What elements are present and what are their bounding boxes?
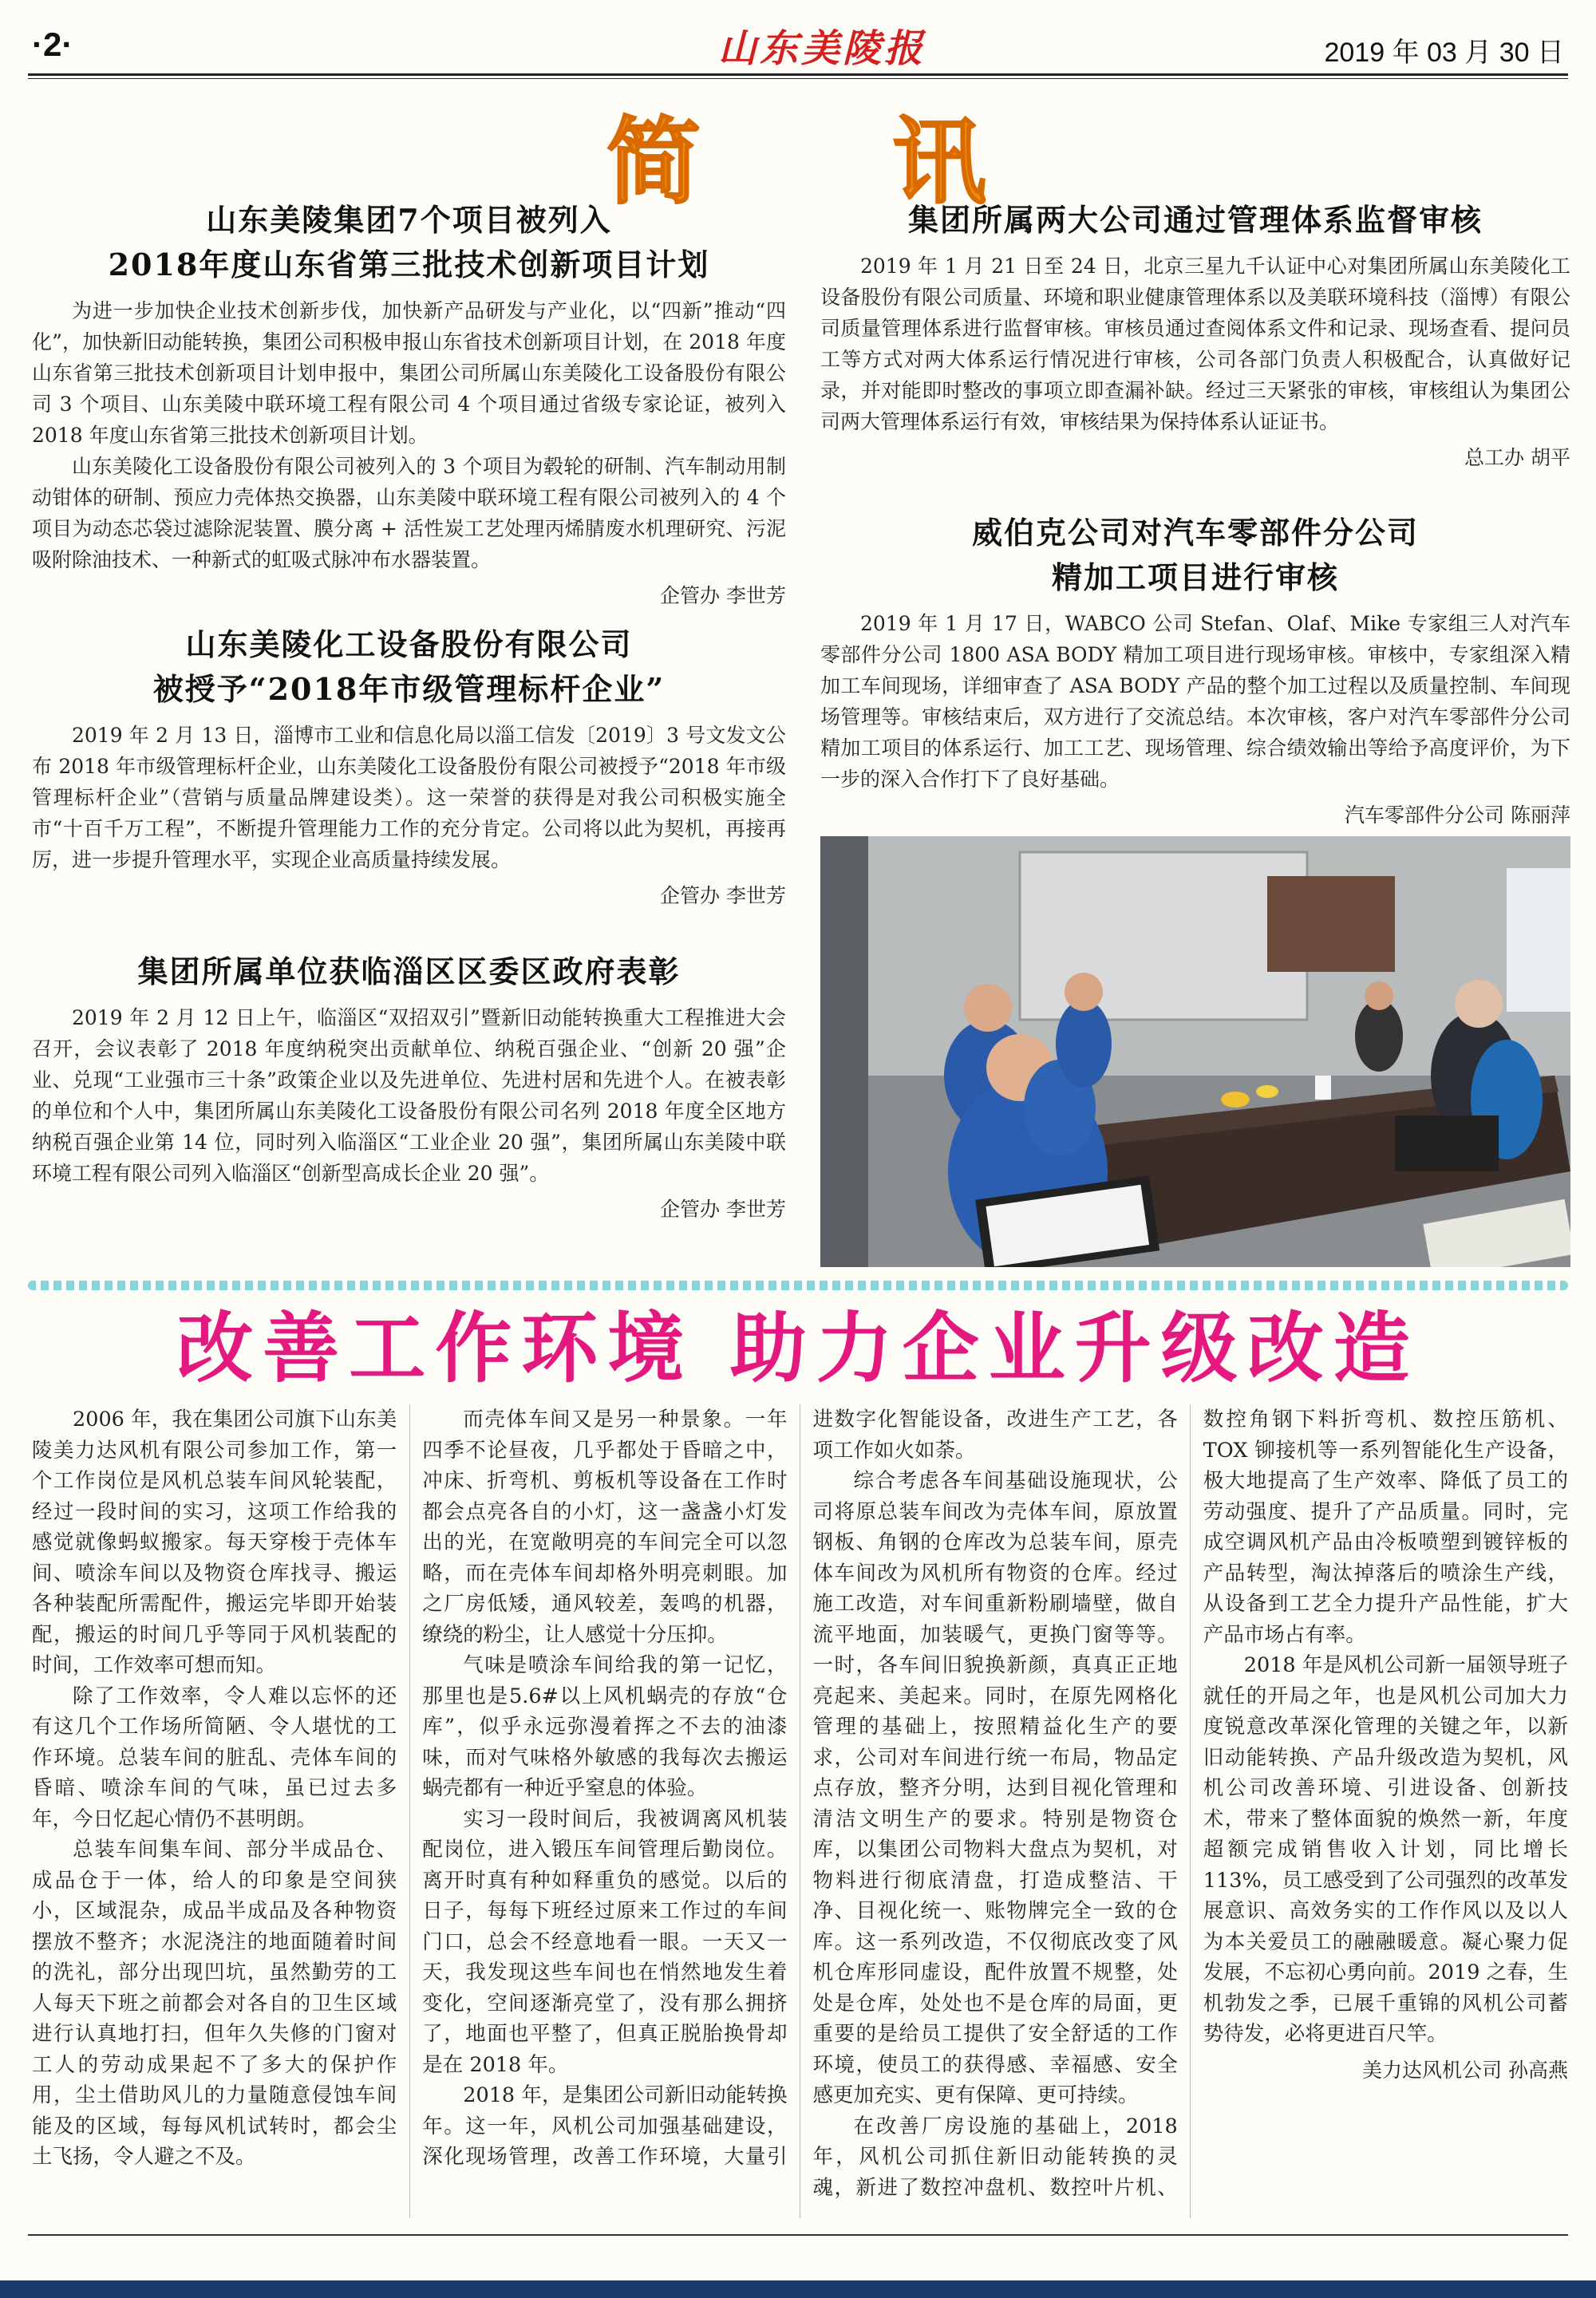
bottom-rule	[28, 2234, 1568, 2236]
article-title-line: 精加工项目进行审核	[1051, 559, 1339, 595]
feature-paragraph: 2018 年是风机公司新一届领导班子就任的开局之年，也是风机公司加大力度锐意改革深化管理的关键之年，以新旧动能转换、产品升级改造为契机，风机公司改善环境、引进设备、创新技术，带来了整体面貌的焕然一新，年度超额完成销售收入计划，同比增长 113%，员工感受到了公司强烈的改革发展意识、高效务实的工作作风以及以人为本关爱员工的融融暖意。凝心聚力促发展，不忘初心勇向前。2019 之春，生机勃发之季，已展千重锦的风机公司蓄势待发，必将更进百尺竿。	[1203, 1653, 1568, 2046]
feature-paragraph: 2006 年，我在集团公司旗下山东美陵美力达风机有限公司参加工作，第一个工作岗位是风机总装车间风轮装配，经过一段时间的实习，这项工作给我的感觉就像蚂蚁搬家。每天穿梭于壳体车间、喷涂车间以及物资仓库找寻、搬运各种装配所需配件，搬运完毕即开始装配，搬运的时间几乎等同于风机装配的时间，工作效率可想而知。	[32, 1408, 397, 1677]
section-divider	[28, 1281, 1568, 1290]
feature-byline: 美力达风机公司 孙高燕	[1362, 2058, 1568, 2082]
article-byline: 企管办 李世芳	[660, 884, 786, 907]
article-title-line: 山东美陵化工设备股份有限公司	[185, 626, 633, 662]
masthead: 山东美陵报	[718, 26, 926, 71]
article-paragraph: 2019 年 2 月 12 日上午，临淄区“双招双引”暨新旧动能转换重大工程推进大会召开，会议表彰了 2018 年度纳税突出贡献单位、纳税百强企业、“创新 20 强”企业、兑现“工业强市三十条”政策企业以及先进单位、先进村居和先进个人。在被表彰的单位和个人中，集团所属山东美陵化工设备股份有限公司名列 2018 年度全区地方纳税百强企业第 14 位，同时列入临淄区“工业企业 20 强”，集团所属山东美陵中联环境工程有限公司列入临淄区“创新型高成长企业 20 强”。	[32, 1006, 786, 1185]
section-title-char-2: 讯	[892, 107, 987, 217]
article-wabco-audit	[820, 511, 1570, 831]
article-title-line: 山东美陵集团7个项目被列入	[206, 202, 612, 238]
feature-paragraph: 除了工作效率，令人难以忘怀的还有这几个工作场所简陋、令人堪忧的工作环境。总装车间的脏乱、壳体车间的昏暗、喷涂车间的气味，虽已过去多年，今日忆起心情仍不甚明朗。	[32, 1684, 397, 1831]
article-byline: 企管办 李世芳	[660, 1198, 786, 1221]
article-system-audit	[820, 198, 1570, 474]
article-paragraph: 为进一步加快企业技术创新步伐，加快新产品研发与产业化，以“四新”推动“四化”，加快新旧动能转换，集团公司积极申报山东省技术创新项目计划，在 2018 年度山东省第三批技术创新项目计划申报中，集团公司所属山东美陵化工设备股份有限公司 3 个项目、山东美陵中联环境工程有限公司 4 个项目通过省级专家论证，被列入 2018 年度山东省第三批技术创新项目计划。	[32, 299, 786, 447]
article-title-line: 集团所属两大公司通过管理体系监督审核	[907, 202, 1483, 238]
feature-body	[32, 1404, 1568, 2218]
article-title-line: 被授予“2018年市级管理标杆企业”	[152, 671, 666, 707]
article-paragraph: 2019 年 1 月 21 日至 24 日，北京三星九千认证中心对集团所属山东美陵化工设备股份有限公司质量、环境和职业健康管理体系以及美联环境科技（淄博）有限公司质量管理体系进行监督审核。审核员通过查阅体系文件和记录、现场查看、提问员工等方式对两大体系运行情况进行审核，公司各部门负责人积极配合，认真做好记录，并对能即时整改的事项立即查漏补缺。经过三天紧张的审核，审核组认为集团公司两大管理体系运行有效，审核结果为保持体系认证证书。	[820, 255, 1570, 433]
article-byline: 企管办 李世芳	[660, 584, 786, 607]
article-district-commendation	[32, 950, 786, 1226]
article-paragraph: 2019 年 1 月 17 日，WABCO 公司 Stefan、Olaf、Mike 专家组三人对汽车零部件分公司 1800 ASA BODY 精加工项目进行现场审核。审核中，专家组深入精加工车间现场，详细审查了 ASA BODY 产品的整个加工过程以及质量控制、车间现场管理等。审核结束后，双方进行了交流总结。本次审核，客户对汽车零部件分公司精加工项目的体系运行、加工工艺、现场管理、综合绩效输出等给予高度评价，为下一步的深入合作打下了良好基础。	[820, 612, 1570, 791]
feature-paragraph: 综合考虑各车间基础设施现状，公司将原总装车间改为壳体车间，原放置钢板、角钢的仓库改为总装车间，原壳体车间改为风机所有物资的仓库。经过施工改造，对车间重新粉刷墙壁，做自流平地面，加装暖气，更换门窗等等。一时，各车间旧貌换新颜，真真正正地亮起来、美起来。同时，在原先网格化管理的基础上，按照精益化生产的要求，公司对车间进行统一布局，物品定点存放，整齐分明，达到目视化管理和清洁文明生产的要求。特别是物资仓库，以集团公司物料大盘点为契机，对物料进行彻底清盘，打造成整洁、干净、目视化统一、账物牌完全一致的仓库。这一系列改造，不仅彻底改变了风机仓库形同虚设，配件放置不规整，处处是仓库，处处也不是仓库的局面，更重要的是给员工提供了安全舒适的工作环境，使员工的获得感、幸福感、安全感更加充实、更有保障、更可持续。	[812, 1469, 1178, 2107]
article-benchmark-enterprise	[32, 622, 786, 912]
footer-band	[0, 2280, 1596, 2298]
section-title-char-1: 简	[606, 107, 701, 217]
article-paragraph: 2019 年 2 月 13 日，淄博市工业和信息化局以淄工信发〔2019〕3 号文发文公布 2018 年市级管理标杆企业，山东美陵化工设备股份有限公司被授予“2018 年市级管理标杆企业”（营销与质量品牌建设类）。这一荣誉的获得是对我公司积极实施全市“十百千万工程”，不断提升管理能力工作的充分肯定。公司将以此为契机，再接再厉，进一步提升管理水平，实现企业高质量持续发展。	[32, 724, 786, 871]
article-paragraph: 山东美陵化工设备股份有限公司被列入的 3 个项目为毂轮的研制、汽车制动用制动钳体的研制、预应力壳体热交换器，山东美陵中联环境工程有限公司被列入的 4 个项目为动态芯袋过滤除泥装置、膜分离 + 活性炭工艺处理丙烯腈废水机理研究、污泥吸附除油技术、一种新式的虹吸式脉冲布水器装置。	[32, 455, 786, 571]
article-title-line: 威伯克公司对汽车零部件分公司	[971, 515, 1419, 551]
feature-paragraph: 而壳体车间又是另一种景象。一年四季不论昼夜，几乎都处于昏暗之中，冲床、折弯机、剪板机等设备在工作时都会点亮各自的小灯，这一盏盏小灯发出的光，在宽敞明亮的车间完全可以忽略，而在壳体车间却格外明亮刺眼。加之厂房低矮，通风较差，轰鸣的机器，缭绕的粉尘，让人感觉十分压抑。	[422, 1408, 788, 1647]
article-tech-innovation	[32, 198, 786, 612]
article-byline: 总工办 胡平	[1464, 446, 1570, 469]
feature-paragraph: 总装车间集车间、部分半成品仓、成品仓于一体，给人的印象是空间狭小，区域混杂，成品半成品及各种物资摆放不整齐；水泥浇注的地面随着时间的洗礼，部分出现凹坑，虽然勤劳的工人每天下班之前都会对各自的卫生区域进行认真地打扫，但年久失修的门窗对工人的劳动成果起不了多大的保护作用，尘土借助风儿的力量随意侵蚀车间能及的区域，每每风机试转时，都会尘土飞扬，令人避之不及。	[32, 1838, 397, 2169]
feature-paragraph: 实习一段时间后，我被调离风机装配岗位，进入锻压车间管理后勤岗位。离开时真有种如释重负的感觉。以后的日子，每每下班经过原来工作过的车间门口，总会不经意地看一眼。一天又一天，我发现这些车间也在悄然地发生着变化，空间逐渐亮堂了，没有那么拥挤了，地面也平整了，但真正脱胎换骨却是在 2018 年。	[422, 1806, 788, 2077]
article-byline: 汽车零部件分公司 陈丽萍	[1345, 804, 1570, 827]
feature-paragraph: 气味是喷涂车间给我的第一记忆，那里也是5.6#以上风机蜗壳的存放“仓库”，似乎永远弥漫着挥之不去的油漆味，而对气味格外敏感的我每次去搬运蜗壳都有一种近乎窒息的体验。	[422, 1653, 788, 1800]
article-title-line: 集团所属单位获临淄区区委区政府表彰	[137, 954, 681, 989]
section-title	[0, 86, 1596, 217]
feature-paragraph: 在改善厂房设施的基础上，2018 年，风机公司抓住新旧动能转换的灵魂，新进了数控冲盘机、数控叶片机、数控角钢下料折弯机、数控压筋机、TOX 铆接机等一系列智能化生产设备，极大地提高了生产效率、降低了员工的劳动强度、提升了产品质量。同时，完成空调风机产品由冷板喷塑到镀锌板的产品转型，淘汰掉落后的喷涂生产线，从设备到工艺全力提升产品性能，扩大产品市场占有率。	[812, 1408, 1568, 2200]
header-rule	[28, 73, 1568, 79]
feature-headline: 改善工作环境 助力企业升级改造	[176, 1303, 1420, 1393]
issue-date: 2019 年 03 月 30 日	[1324, 38, 1564, 68]
article-title-line: 2018年度山东省第三批技术创新项目计划	[108, 247, 710, 282]
meeting-photo	[820, 836, 1570, 1267]
feature-paragraph: 2018 年，是集团公司新旧动能转换年。这一年，风机公司加强基础建设，深化现场管理，改善工作环境，大量引进数字化智能设备，改进生产工艺，各项工作如火如荼。	[422, 1408, 1178, 2169]
page-number: ·2·	[32, 26, 73, 63]
